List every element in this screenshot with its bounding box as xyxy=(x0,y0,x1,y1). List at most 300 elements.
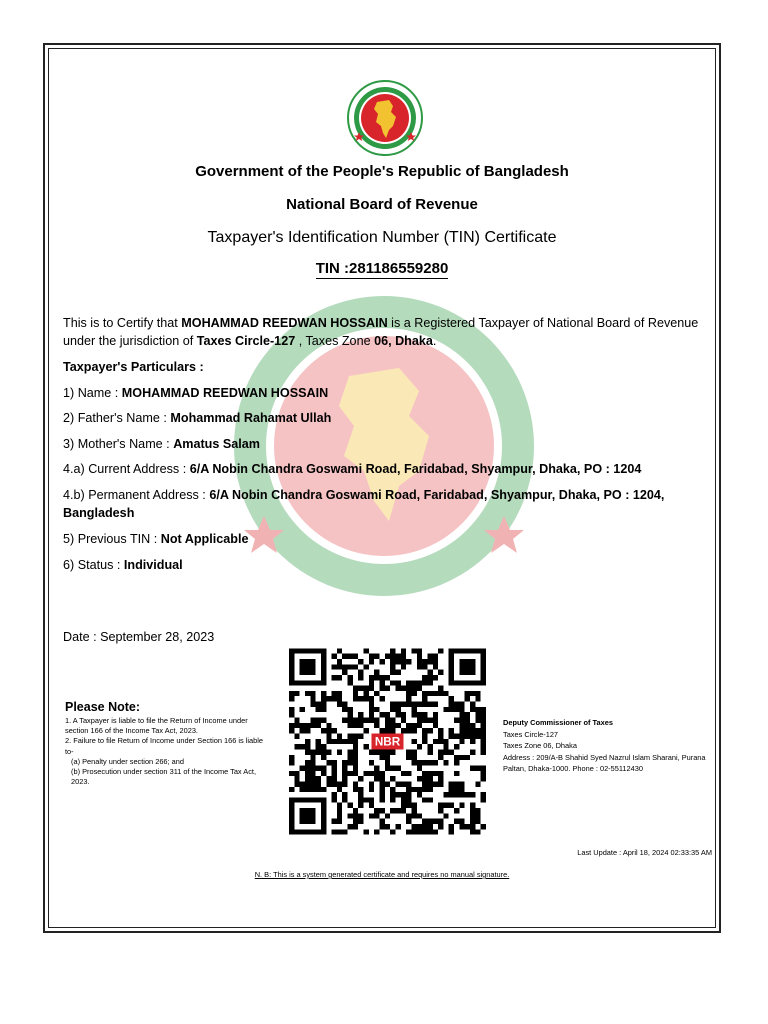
qr-module xyxy=(332,771,337,776)
qr-module xyxy=(470,824,475,829)
qr-module xyxy=(321,787,326,792)
qr-module xyxy=(401,792,406,797)
qr-module xyxy=(300,781,305,786)
qr-module xyxy=(411,739,416,744)
qr-module xyxy=(459,718,464,723)
qr-module xyxy=(395,686,400,691)
qr-module xyxy=(337,739,342,744)
qr-module xyxy=(401,648,406,653)
qr-module xyxy=(443,760,448,765)
certify-suffix: . xyxy=(432,334,437,348)
qr-module xyxy=(417,648,422,653)
qr-module xyxy=(422,824,427,829)
particular-mother xyxy=(63,435,703,453)
qr-module xyxy=(406,792,411,797)
qr-module xyxy=(454,707,459,712)
qr-module xyxy=(374,765,379,770)
qr-module xyxy=(422,728,427,733)
qr-module xyxy=(470,691,475,696)
qr-module xyxy=(289,728,294,733)
qr-module xyxy=(417,654,422,659)
qr-module xyxy=(305,760,310,765)
qr-module xyxy=(385,718,390,723)
certify-middle: is a Registered Taxpayer of National Board of Revenue under the jurisdiction of xyxy=(63,316,699,348)
qr-module xyxy=(475,765,480,770)
qr-module xyxy=(348,654,353,659)
qr-module xyxy=(332,728,337,733)
qr-module xyxy=(417,776,422,781)
qr-module xyxy=(337,813,342,818)
qr-module xyxy=(358,723,363,728)
qr-module xyxy=(433,712,438,717)
qr-module xyxy=(470,749,475,754)
qr-module xyxy=(348,824,353,829)
qr-module xyxy=(438,670,443,675)
qr-module xyxy=(406,723,411,728)
particular-label: 4.a) Current Address : xyxy=(63,462,190,476)
certify-circle: Taxes Circle-127 xyxy=(196,334,296,348)
qr-module xyxy=(380,696,385,701)
qr-module xyxy=(422,829,427,834)
qr-module xyxy=(342,776,347,781)
qr-module xyxy=(470,813,475,818)
qr-module xyxy=(411,824,416,829)
qr-module xyxy=(369,718,374,723)
qr-module xyxy=(449,728,454,733)
qr-module xyxy=(380,712,385,717)
qr-module xyxy=(475,718,480,723)
particular-label: 1) Name : xyxy=(63,386,122,400)
note-body xyxy=(65,716,265,787)
issue-date: Date : September 28, 2023 xyxy=(63,630,215,644)
qr-module xyxy=(438,734,443,739)
qr-module xyxy=(364,744,369,749)
qr-module xyxy=(401,781,406,786)
qr-module xyxy=(390,776,395,781)
qr-module xyxy=(406,797,411,802)
qr-module xyxy=(390,702,395,707)
qr-module xyxy=(390,654,395,659)
particular-father xyxy=(63,409,703,427)
qr-module xyxy=(294,771,299,776)
qr-module xyxy=(326,739,331,744)
qr-module xyxy=(374,654,379,659)
authority-circle: Taxes Circle-127 xyxy=(503,729,559,739)
qr-module xyxy=(427,819,432,824)
note-line: 2. Failure to file Return of Income under Section 166 is liable to- xyxy=(65,736,264,756)
board-title: National Board of Revenue xyxy=(286,196,478,213)
qr-module xyxy=(422,787,427,792)
particular-value: Individual xyxy=(123,558,183,572)
qr-module xyxy=(348,664,353,669)
qr-module xyxy=(374,675,379,680)
qr-module xyxy=(433,771,438,776)
tin-label: TIN : xyxy=(315,260,350,277)
certify-prefix: This is to Certify that xyxy=(63,316,182,330)
qr-module xyxy=(305,771,310,776)
qr-module xyxy=(342,781,347,786)
qr-module xyxy=(395,659,400,664)
qr-module xyxy=(417,765,422,770)
qr-module xyxy=(481,776,486,781)
qr-module xyxy=(417,787,422,792)
qr-module xyxy=(433,819,438,824)
qr-module xyxy=(316,707,321,712)
qr-module xyxy=(353,824,358,829)
qr-module xyxy=(459,728,464,733)
qr-module xyxy=(326,696,331,701)
qr-module xyxy=(305,691,310,696)
qr-module xyxy=(406,749,411,754)
qr-module xyxy=(438,755,443,760)
particulars-title: Taxpayer's Particulars : xyxy=(63,360,204,374)
qr-module xyxy=(390,765,395,770)
qr-module xyxy=(369,760,374,765)
qr-module xyxy=(422,696,427,701)
qr-module xyxy=(374,829,379,834)
qr-module xyxy=(481,707,486,712)
qr-module xyxy=(380,675,385,680)
qr-module xyxy=(342,654,347,659)
qr-module xyxy=(353,654,358,659)
qr-module xyxy=(427,728,432,733)
qr-module xyxy=(305,787,310,792)
qr-module xyxy=(411,808,416,813)
qr-module xyxy=(337,808,342,813)
qr-module xyxy=(369,686,374,691)
qr-module xyxy=(321,728,326,733)
qr-module xyxy=(353,734,358,739)
qr-module xyxy=(449,702,454,707)
qr-module xyxy=(348,771,353,776)
qr-module xyxy=(454,808,459,813)
qr-module xyxy=(411,686,416,691)
qr-module xyxy=(332,776,337,781)
qr-module xyxy=(337,781,342,786)
qr-module xyxy=(369,749,374,754)
qr-module xyxy=(337,696,342,701)
qr-module xyxy=(289,696,294,701)
qr-module xyxy=(289,771,294,776)
qr-module xyxy=(475,829,480,834)
qr-module xyxy=(385,824,390,829)
qr-module xyxy=(427,659,432,664)
qr-module xyxy=(348,755,353,760)
qr-module xyxy=(406,781,411,786)
qr-module xyxy=(385,813,390,818)
qr-module xyxy=(316,781,321,786)
qr-module xyxy=(385,755,390,760)
qr-module xyxy=(390,718,395,723)
qr-module xyxy=(332,691,337,696)
qr-module xyxy=(289,691,294,696)
qr-module xyxy=(395,654,400,659)
qr-module xyxy=(433,654,438,659)
qr-module xyxy=(321,749,326,754)
qr-module xyxy=(321,718,326,723)
qr-module xyxy=(390,728,395,733)
qr-module xyxy=(321,702,326,707)
qr-module xyxy=(438,771,443,776)
qr-module xyxy=(369,707,374,712)
certify-zone-prefix: , Taxes Zone xyxy=(295,334,375,348)
qr-module xyxy=(332,797,337,802)
qr-module xyxy=(364,664,369,669)
qr-module xyxy=(380,680,385,685)
qr-module xyxy=(300,707,305,712)
qr-module xyxy=(427,771,432,776)
qr-module xyxy=(417,712,422,717)
qr-module xyxy=(380,659,385,664)
qr-module xyxy=(348,760,353,765)
government-seal-logo xyxy=(347,80,423,156)
qr-module xyxy=(470,734,475,739)
qr-module xyxy=(332,760,337,765)
qr-module xyxy=(422,712,427,717)
qr-module xyxy=(380,824,385,829)
qr-module xyxy=(364,771,369,776)
qr-module xyxy=(294,781,299,786)
qr-module xyxy=(374,776,379,781)
qr-module xyxy=(449,707,454,712)
qr-module xyxy=(321,707,326,712)
qr-module xyxy=(342,792,347,797)
qr-module xyxy=(443,792,448,797)
qr-module xyxy=(374,771,379,776)
qr-module xyxy=(481,824,486,829)
qr-module xyxy=(374,749,379,754)
qr-module xyxy=(470,723,475,728)
qr-module xyxy=(310,691,315,696)
qr-module xyxy=(406,702,411,707)
particular-label: 5) Previous TIN : xyxy=(63,532,161,546)
qr-module xyxy=(417,744,422,749)
qr-module xyxy=(316,765,321,770)
qr-module xyxy=(438,749,443,754)
qr-module xyxy=(342,718,347,723)
qr-module xyxy=(395,792,400,797)
qr-module xyxy=(380,819,385,824)
qr-module xyxy=(369,654,374,659)
qr-module xyxy=(289,760,294,765)
qr-module xyxy=(470,739,475,744)
qr-module xyxy=(380,781,385,786)
qr-module xyxy=(454,787,459,792)
qr-module xyxy=(422,819,427,824)
qr-module xyxy=(289,707,294,712)
qr-module xyxy=(321,691,326,696)
qr-module xyxy=(342,765,347,770)
qr-module xyxy=(390,659,395,664)
qr-module xyxy=(422,739,427,744)
authority-zone: Taxes Zone 06, Dhaka xyxy=(503,741,577,750)
qr-module xyxy=(353,813,358,818)
particular-value: Amatus Salam xyxy=(173,437,260,451)
qr-module xyxy=(385,728,390,733)
qr-module xyxy=(449,787,454,792)
qr-module xyxy=(411,787,416,792)
qr-module xyxy=(316,787,321,792)
qr-module xyxy=(475,813,480,818)
qr-module xyxy=(316,749,321,754)
qr-module xyxy=(470,792,475,797)
qr-module xyxy=(411,702,416,707)
qr-module xyxy=(411,712,416,717)
qr-module xyxy=(465,755,470,760)
qr-module xyxy=(316,718,321,723)
last-update: Last Update : April 18, 2024 02:33:35 AM xyxy=(577,848,712,857)
qr-module xyxy=(310,702,315,707)
qr-module xyxy=(470,803,475,808)
qr-module xyxy=(427,781,432,786)
qr-module xyxy=(358,718,363,723)
qr-module xyxy=(438,691,443,696)
qr-module xyxy=(454,781,459,786)
qr-module xyxy=(465,728,470,733)
qr-module xyxy=(411,803,416,808)
qr-module xyxy=(395,723,400,728)
qr-module xyxy=(348,803,353,808)
qr-module xyxy=(422,760,427,765)
qr-module xyxy=(395,670,400,675)
qr-module xyxy=(348,739,353,744)
qr-module xyxy=(369,803,374,808)
qr-module xyxy=(337,803,342,808)
qr-module xyxy=(342,829,347,834)
qr-module xyxy=(305,744,310,749)
qr-module xyxy=(289,712,294,717)
qr-module xyxy=(433,829,438,834)
qr-module xyxy=(475,781,480,786)
qr-module xyxy=(454,760,459,765)
particular-value: MOHAMMAD REEDWAN HOSSAIN xyxy=(121,386,329,400)
qr-module xyxy=(475,696,480,701)
qr-module xyxy=(305,776,310,781)
qr-module xyxy=(310,718,315,723)
qr-module xyxy=(374,670,379,675)
qr-module xyxy=(433,723,438,728)
qr-module xyxy=(459,712,464,717)
tin-heading xyxy=(48,260,716,279)
qr-module xyxy=(321,771,326,776)
qr-module xyxy=(385,765,390,770)
qr-module xyxy=(374,723,379,728)
qr-module xyxy=(380,749,385,754)
qr-module xyxy=(438,803,443,808)
qr-module xyxy=(321,696,326,701)
qr-module xyxy=(433,675,438,680)
qr-module xyxy=(364,718,369,723)
qr-module xyxy=(289,787,294,792)
qr-module xyxy=(427,691,432,696)
qr-module xyxy=(348,718,353,723)
qr-module xyxy=(465,723,470,728)
qr-module xyxy=(459,734,464,739)
qr-module xyxy=(385,686,390,691)
qr-module xyxy=(294,744,299,749)
qr-code xyxy=(289,648,486,835)
qr-module xyxy=(310,765,315,770)
qr-module xyxy=(459,702,464,707)
qr-module xyxy=(305,781,310,786)
qr-module xyxy=(406,819,411,824)
qr-module xyxy=(342,664,347,669)
qr-module xyxy=(348,712,353,717)
qr-module xyxy=(390,664,395,669)
qr-module xyxy=(380,787,385,792)
particular-value: 6/A Nobin Chandra Goswami Road, Faridabad, Shyampur, Dhaka, PO : 1204 xyxy=(189,462,642,476)
qr-module xyxy=(342,771,347,776)
qr-module xyxy=(427,760,432,765)
qr-module xyxy=(353,691,358,696)
qr-module xyxy=(390,707,395,712)
qr-module xyxy=(475,808,480,813)
qr-module xyxy=(417,664,422,669)
qr-module xyxy=(332,696,337,701)
qr-module xyxy=(449,781,454,786)
qr-module xyxy=(411,829,416,834)
qr-module xyxy=(449,734,454,739)
qr-module xyxy=(353,718,358,723)
qr-module xyxy=(374,707,379,712)
qr-module xyxy=(406,691,411,696)
qr-module xyxy=(411,723,416,728)
qr-module xyxy=(401,659,406,664)
qr-module xyxy=(390,797,395,802)
qr-module xyxy=(358,734,363,739)
qr-module xyxy=(390,792,395,797)
qr-module xyxy=(465,691,470,696)
qr-module xyxy=(422,675,427,680)
qr-module xyxy=(310,723,315,728)
qr-module xyxy=(332,675,337,680)
certificate-title: Taxpayer's Identification Number (TIN) Certificate xyxy=(207,229,557,246)
qr-module xyxy=(374,691,379,696)
qr-module xyxy=(395,824,400,829)
qr-module xyxy=(438,739,443,744)
qr-module xyxy=(348,813,353,818)
qr-module xyxy=(369,702,374,707)
qr-module xyxy=(449,824,454,829)
qr-module xyxy=(337,702,342,707)
qr-module xyxy=(454,744,459,749)
qr-module xyxy=(353,744,358,749)
qr-module xyxy=(305,749,310,754)
particular-label: 4.b) Permanent Address : xyxy=(63,488,210,502)
qr-module xyxy=(390,808,395,813)
qr-module xyxy=(353,787,358,792)
qr-module xyxy=(427,675,432,680)
qr-module xyxy=(481,723,486,728)
qr-module xyxy=(358,797,363,802)
system-generated-note xyxy=(48,870,716,879)
qr-module xyxy=(475,728,480,733)
qr-module xyxy=(411,813,416,818)
qr-module xyxy=(380,792,385,797)
qr-module xyxy=(406,728,411,733)
qr-module xyxy=(433,659,438,664)
qr-module xyxy=(438,648,443,653)
qr-module xyxy=(364,728,369,733)
qr-module xyxy=(294,691,299,696)
qr-module xyxy=(395,707,400,712)
qr-module xyxy=(326,728,331,733)
qr-module xyxy=(475,712,480,717)
qr-module xyxy=(364,797,369,802)
qr-module xyxy=(395,680,400,685)
qr-module xyxy=(481,792,486,797)
qr-module xyxy=(326,781,331,786)
